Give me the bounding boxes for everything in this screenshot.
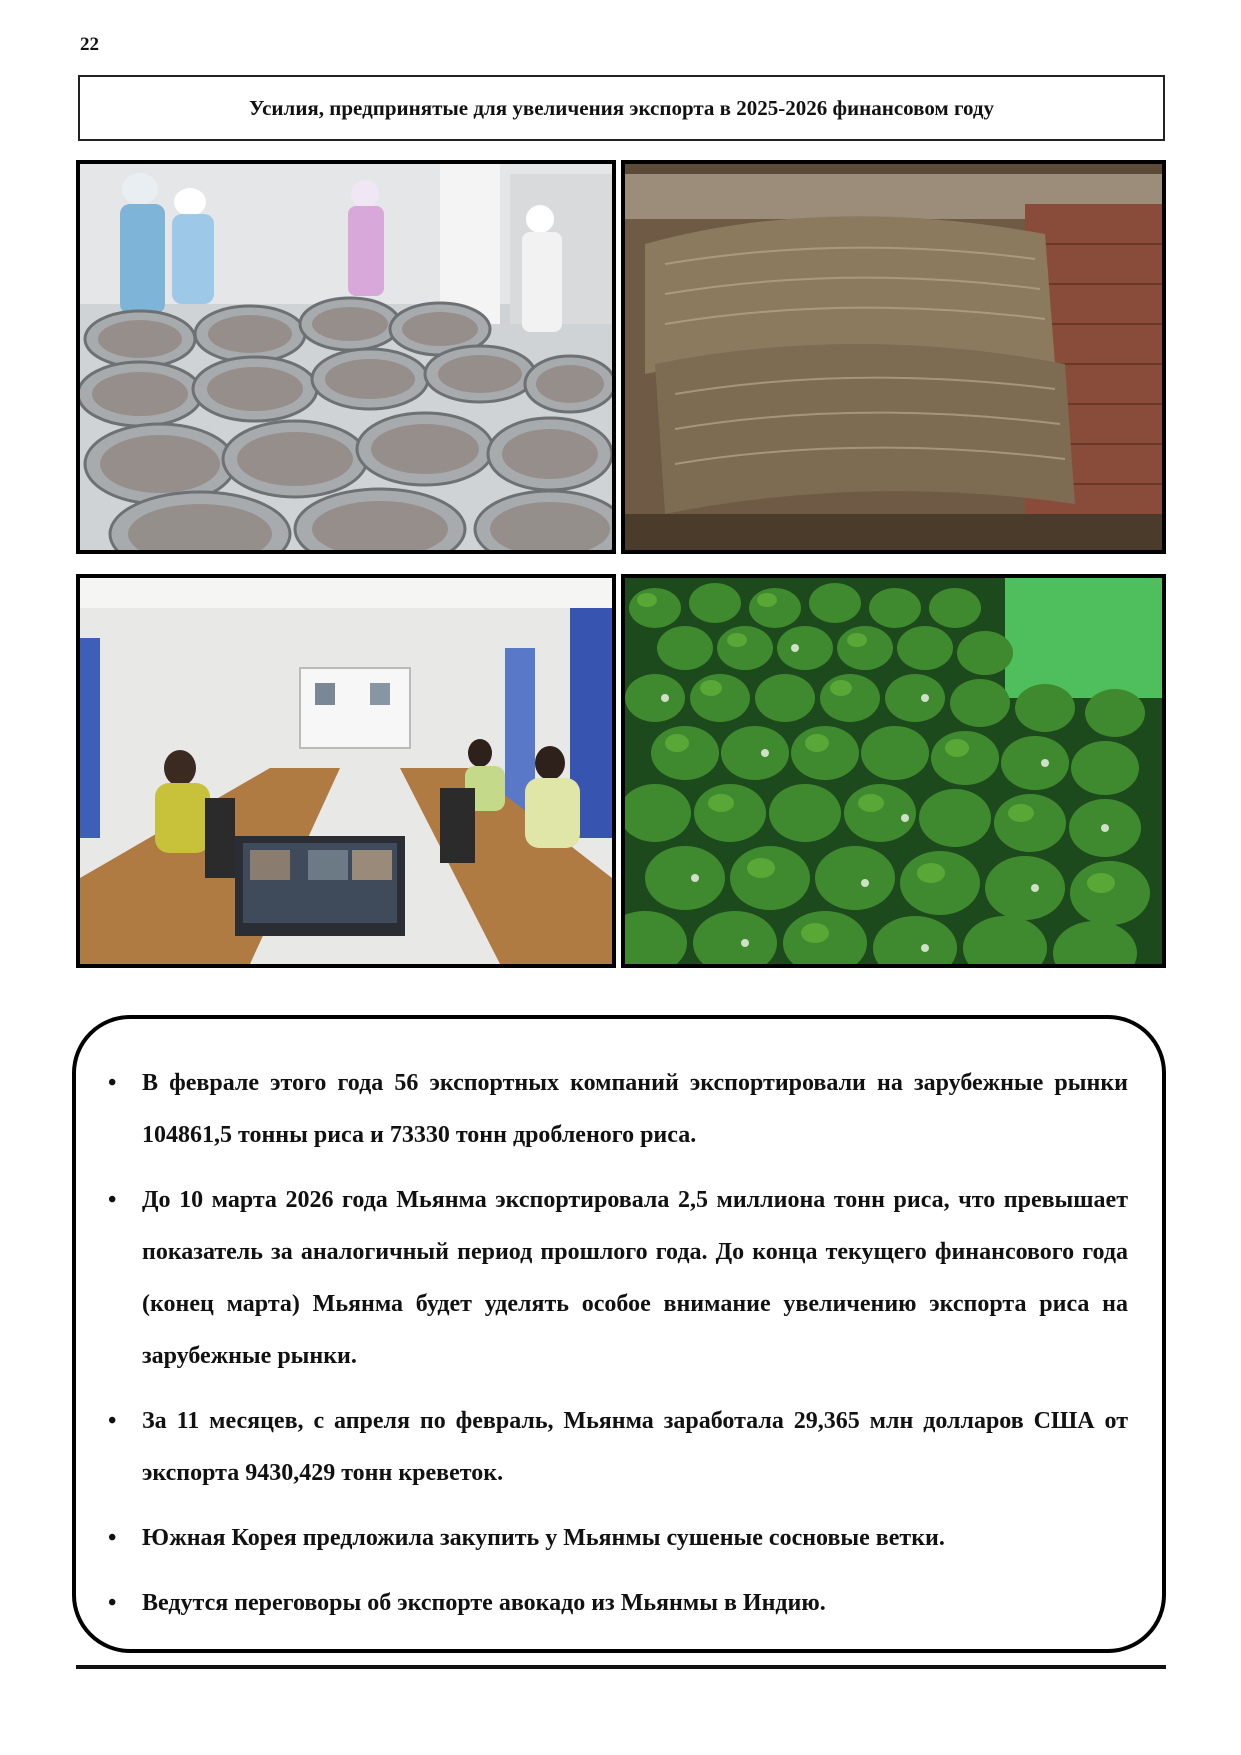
dried-pine-branches-photo: [621, 160, 1166, 554]
list-item: • За 11 месяцев, с апреля по февраль, Мьянма заработала 29,365 млн долларов США от экспорта 9430,429 тонн креветок.: [142, 1395, 1128, 1499]
avocados-photo: [621, 574, 1166, 968]
page-title: Усилия, предпринятые для увеличения экспорта в 2025-2026 финансовом году: [78, 75, 1165, 141]
key-facts-box: [72, 1015, 1166, 1653]
list-item: • Южная Корея предложила закупить у Мьянмы сушеные сосновые ветки.: [142, 1512, 1128, 1564]
shrimp-processing-photo: [76, 160, 616, 554]
video-conference-meeting-photo: [76, 574, 616, 968]
key-facts-list: [110, 1057, 1128, 1629]
list-item: • Ведутся переговоры об экспорте авокадо из Мьянмы в Индию.: [142, 1577, 1128, 1629]
list-item: • В феврале этого года 56 экспортных компаний экспортировали на зарубежные рынки 104861,5 тонны риса и 73330 тонн дробленого риса.: [142, 1057, 1128, 1161]
list-item: • До 10 марта 2026 года Мьянма экспортировала 2,5 миллиона тонн риса, что превышает показатель за аналогичный период прошлого года. До конца текущего финансового года (конец марта) Мьянма будет уделять особое внимание увеличению экспорта риса на зарубежные рынки.: [142, 1174, 1128, 1382]
page-number: 22: [80, 34, 99, 55]
footer-divider: [76, 1665, 1166, 1669]
